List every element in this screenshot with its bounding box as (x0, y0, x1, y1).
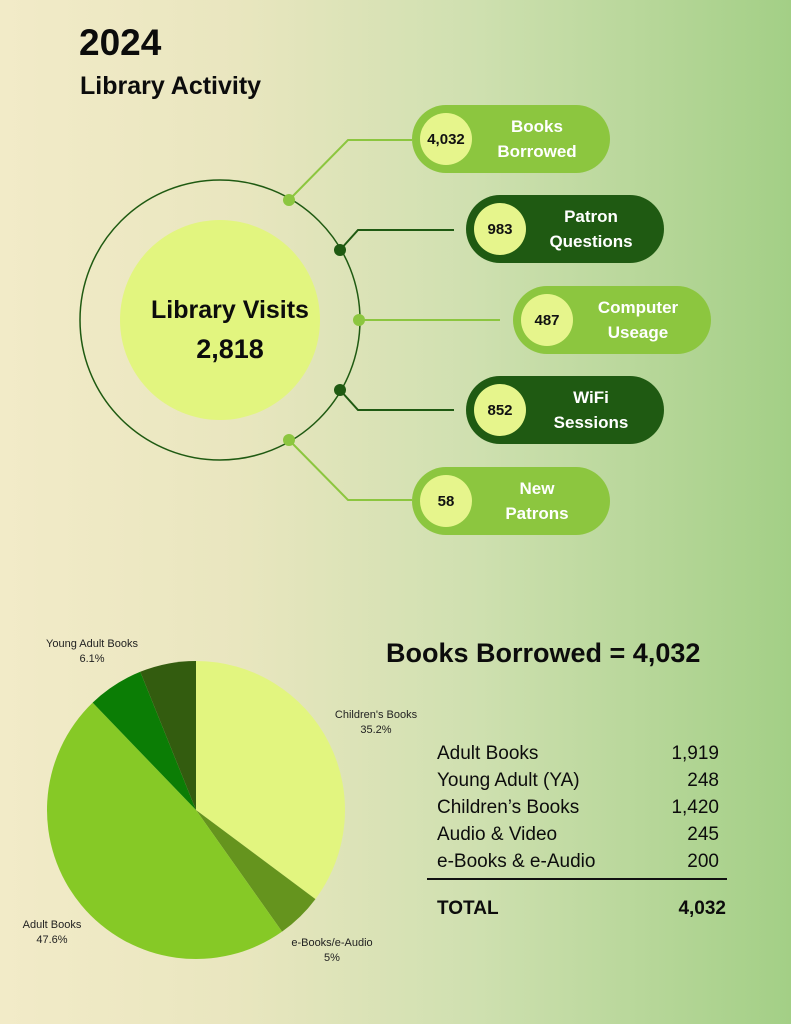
stat-label: Computer Useage (597, 298, 679, 342)
table-row (437, 794, 719, 821)
pie-label: Children's Books (334, 709, 418, 721)
page-title-year: 2024 (79, 22, 162, 63)
books-borrowed-title: Books Borrowed = 4,032 (386, 638, 701, 668)
visits-value: 2,818 (196, 334, 264, 364)
table-divider (427, 878, 727, 880)
stat-computer-useage (513, 286, 711, 354)
connector-4 (334, 384, 454, 410)
connector-5 (283, 434, 412, 500)
stat-value: 487 (521, 294, 573, 346)
row-value: 200 (687, 851, 719, 872)
row-value: 1,919 (671, 743, 719, 764)
stat-label: WiFi Sessions (553, 388, 629, 432)
row-value: 1,420 (671, 797, 719, 818)
table-row (437, 740, 719, 767)
connector-2 (334, 230, 454, 256)
stat-patron-questions (466, 195, 664, 263)
stat-label: Books Borrowed (497, 117, 577, 161)
pie-label: Adult Books (22, 919, 82, 931)
books-table (437, 740, 719, 875)
pie-pct-label: 5% (324, 952, 340, 964)
row-value: 245 (687, 824, 719, 845)
row-label: Adult Books (437, 743, 539, 764)
table-row (437, 767, 719, 794)
stat-value: 4,032 (420, 113, 472, 165)
row-label: Children’s Books (437, 797, 580, 818)
pie-pct-label: 6.1% (79, 653, 105, 665)
stat-value: 852 (474, 384, 526, 436)
stat-label: Patron Questions (549, 207, 633, 251)
total-label: TOTAL (437, 898, 499, 919)
pie-label: e-Books/e-Audio (291, 937, 373, 949)
pie-label: Young Adult Books (46, 638, 138, 650)
connector-1 (283, 140, 412, 206)
visits-label: Library Visits (151, 296, 309, 324)
row-label: Audio & Video (437, 824, 558, 845)
stat-value: 58 (420, 475, 472, 527)
connector-3 (353, 314, 500, 326)
pie-pct-label: 35.2% (360, 724, 392, 736)
stat-value: 983 (474, 203, 526, 255)
stat-label: New Patrons (505, 479, 569, 523)
total-row (437, 898, 726, 920)
stat-new-patrons (412, 467, 610, 535)
table-row (437, 848, 719, 875)
stat-books-borrowed (412, 105, 610, 173)
total-value: 4,032 (678, 898, 726, 919)
row-label: Young Adult (YA) (437, 770, 580, 791)
table-row (437, 821, 719, 848)
row-label: e-Books & e-Audio (437, 851, 596, 872)
row-value: 248 (687, 770, 719, 791)
page-subtitle: Library Activity (80, 72, 262, 100)
pie-pct-label: 47.6% (36, 934, 68, 946)
books-pie-chart (0, 620, 420, 1024)
stat-wifi-sessions (466, 376, 664, 444)
